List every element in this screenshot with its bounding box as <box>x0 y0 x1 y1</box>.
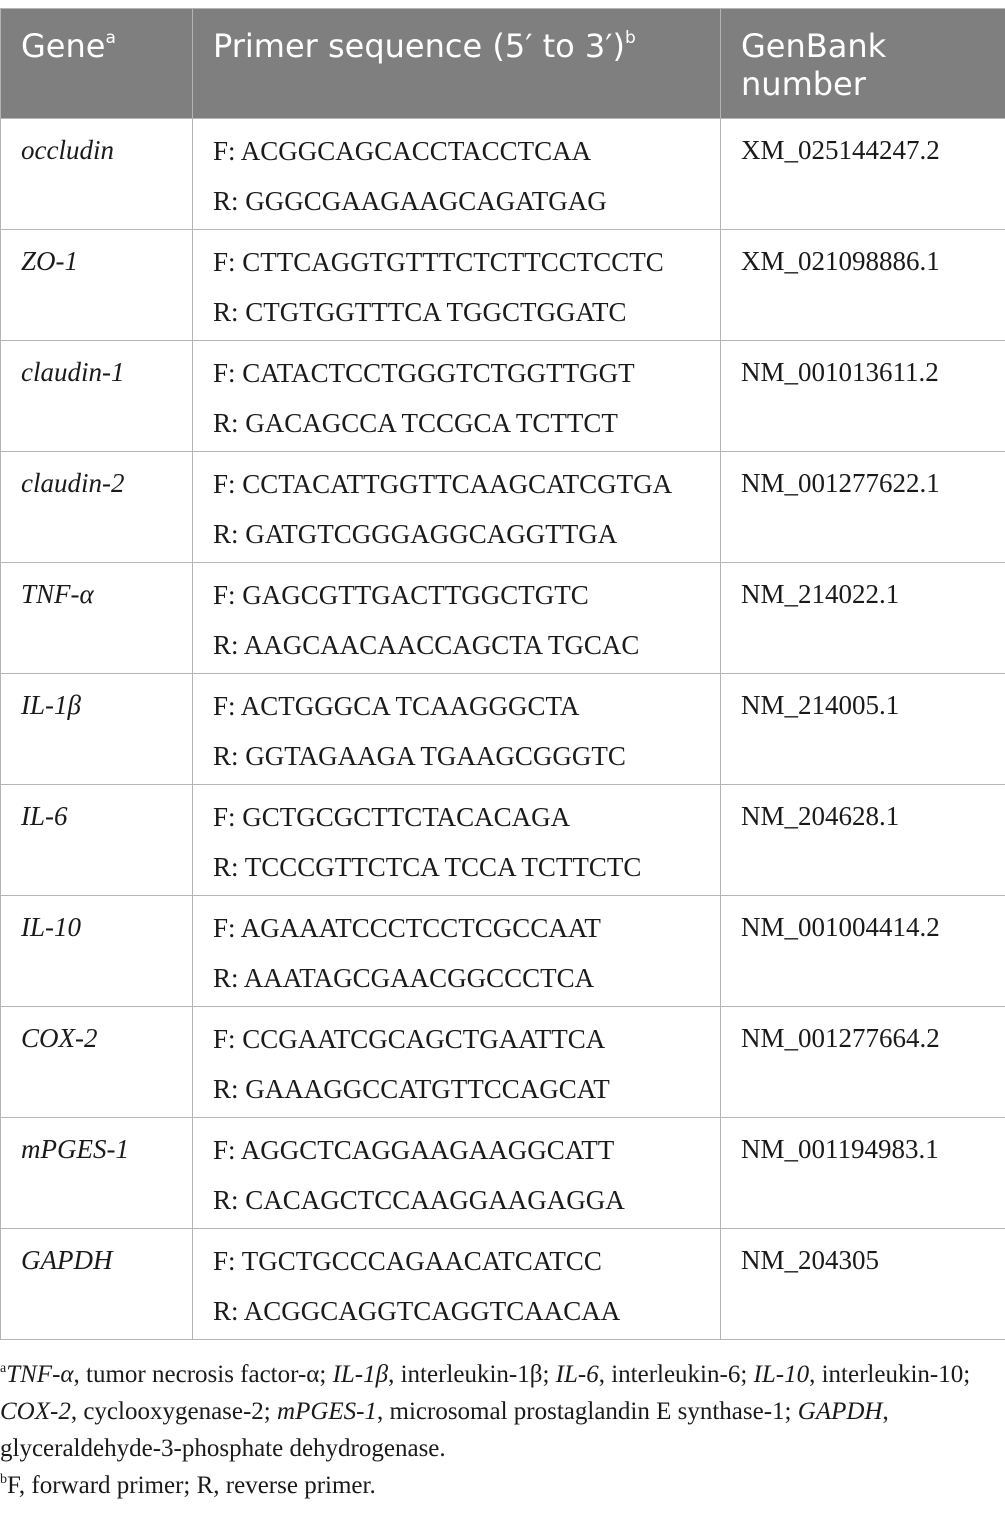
genbank-number: NM_204628.1 <box>721 785 1005 896</box>
primer-sequence <box>193 1007 721 1118</box>
forward-primer: F: CTTCAGGTGTTTCTCTTCCTCCTC <box>213 247 664 277</box>
footnote-marker-a: a <box>105 28 116 48</box>
footnote-abbreviation: mPGES-1 <box>277 1398 377 1425</box>
genbank-number: NM_001194983.1 <box>721 1118 1005 1229</box>
reverse-primer: R: GAAAGGCCATGTTCCAGCAT <box>213 1074 610 1104</box>
primer-sequence <box>193 1118 721 1229</box>
footnote-definition: , interleukin-1β; <box>388 1361 556 1388</box>
footnote-b <box>0 1467 1005 1504</box>
table-row <box>1 1229 1005 1340</box>
footnote-definition: , microsomal prostaglandin E synthase-1; <box>377 1398 798 1425</box>
forward-primer: F: GAGCGTTGACTTGGCTGTC <box>213 580 589 610</box>
header-gene: Gene$^a$ <box>1 9 193 119</box>
primer-sequence <box>193 785 721 896</box>
table-row <box>1 563 1005 674</box>
table-row <box>1 230 1005 341</box>
reverse-primer: R: CTGTGGTTTCA TGGCTGGATC <box>213 297 627 327</box>
gene-name: IL-10 <box>1 896 193 1007</box>
genbank-number: NM_214005.1 <box>721 674 1005 785</box>
genbank-number: XM_025144247.2 <box>721 119 1005 230</box>
forward-primer: F: AGGCTCAGGAAGAAGGCATT <box>213 1135 615 1165</box>
table-row <box>1 896 1005 1007</box>
gene-name: GAPDH <box>1 1229 193 1340</box>
footnote-abbreviation: IL-1β <box>332 1361 389 1388</box>
footnote-abbreviation: TNF-α <box>6 1361 74 1388</box>
genbank-number: XM_021098886.1 <box>721 230 1005 341</box>
genbank-number: NM_001004414.2 <box>721 896 1005 1007</box>
gene-name: IL-6 <box>1 785 193 896</box>
primer-sequence <box>193 119 721 230</box>
header-row <box>1 9 1005 119</box>
forward-primer: F: GCTGCGCTTCTACACAGA <box>213 802 571 832</box>
header-genbank-number: GenBank number <box>721 9 1005 119</box>
header-primer-sequence: Primer sequence (5′ to 3′)$^b$ <box>193 9 721 119</box>
footnote-definition: , glyceraldehyde-3-phosphate dehydrogenase. <box>0 1398 889 1462</box>
gene-name: claudin-2 <box>1 452 193 563</box>
reverse-primer: R: GGGCGAAGAAGCAGATGAG <box>213 186 607 216</box>
primer-sequence <box>193 452 721 563</box>
forward-primer: F: CCGAATCGCAGCTGAATTCA <box>213 1024 606 1054</box>
forward-primer: F: TGCTGCCCAGAACATCATCC <box>213 1246 602 1276</box>
footnote-a-marker: a <box>0 1361 7 1376</box>
table-footnotes <box>0 1356 1005 1504</box>
table-row <box>1 785 1005 896</box>
gene-name: claudin-1 <box>1 341 193 452</box>
genbank-number: NM_214022.1 <box>721 563 1005 674</box>
footnote-definition: , interleukin-10; <box>809 1361 971 1388</box>
reverse-primer: R: AAATAGCGAACGGCCCTCA <box>213 963 595 993</box>
footnote-abbreviation: IL-10 <box>753 1361 810 1388</box>
primer-sequence <box>193 896 721 1007</box>
reverse-primer: R: GGTAGAAGA TGAAGCGGGTC <box>213 741 626 771</box>
table-row <box>1 1118 1005 1229</box>
footnote-definition: , interleukin-6; <box>598 1361 754 1388</box>
primer-sequence <box>193 341 721 452</box>
forward-primer: F: CATACTCCTGGGTCTGGTTGGT <box>213 358 635 388</box>
reverse-primer: R: GACAGCCA TCCGCA TCTTCT <box>213 408 618 438</box>
reverse-primer: R: ACGGCAGGTCAGGTCAACAA <box>213 1296 621 1326</box>
table-row <box>1 674 1005 785</box>
gene-name: occludin <box>1 119 193 230</box>
footnote-abbreviation: COX-2 <box>0 1398 71 1425</box>
table-row <box>1 452 1005 563</box>
reverse-primer: R: AAGCAACAACCAGCTA TGCAC <box>213 630 640 660</box>
footnote-abbreviation: IL-6 <box>555 1361 599 1388</box>
primer-table <box>0 8 1005 1340</box>
primer-sequence <box>193 674 721 785</box>
forward-primer: F: AGAAATCCCTCCTCGCCAAT <box>213 913 601 943</box>
footnote-b-text: F, forward primer; R, reverse primer. <box>7 1472 376 1499</box>
table-row <box>1 1007 1005 1118</box>
primer-sequence <box>193 230 721 341</box>
reverse-primer: R: GATGTCGGGAGGCAGGTTGA <box>213 519 618 549</box>
gene-name: IL-1β <box>1 674 193 785</box>
primer-sequence <box>193 563 721 674</box>
gene-name: mPGES-1 <box>1 1118 193 1229</box>
reverse-primer: R: CACAGCTCCAAGGAAGAGGA <box>213 1185 625 1215</box>
gene-name: COX-2 <box>1 1007 193 1118</box>
footnote-definition: , cyclooxygenase-2; <box>70 1398 278 1425</box>
footnote-b-marker: b <box>0 1472 7 1487</box>
genbank-number: NM_001013611.2 <box>721 341 1005 452</box>
forward-primer: F: ACTGGGCA TCAAGGGCTA <box>213 691 580 721</box>
table-row <box>1 341 1005 452</box>
forward-primer: F: ACGGCAGCACCTACCTCAA <box>213 136 592 166</box>
genbank-number: NM_204305 <box>721 1229 1005 1340</box>
primer-sequence <box>193 1229 721 1340</box>
reverse-primer: R: TCCCGTTCTCA TCCA TCTTCTC <box>213 852 642 882</box>
footnote-a <box>0 1356 1005 1467</box>
table-row <box>1 119 1005 230</box>
gene-name: ZO-1 <box>1 230 193 341</box>
genbank-number: NM_001277664.2 <box>721 1007 1005 1118</box>
forward-primer: F: CCTACATTGGTTCAAGCATCGTGA <box>213 469 673 499</box>
footnote-marker-b: b <box>625 28 636 48</box>
genbank-number: NM_001277622.1 <box>721 452 1005 563</box>
gene-name: TNF-α <box>1 563 193 674</box>
footnote-definition: , tumor necrosis factor-α; <box>73 1361 333 1388</box>
footnote-abbreviation: GAPDH <box>797 1398 883 1425</box>
